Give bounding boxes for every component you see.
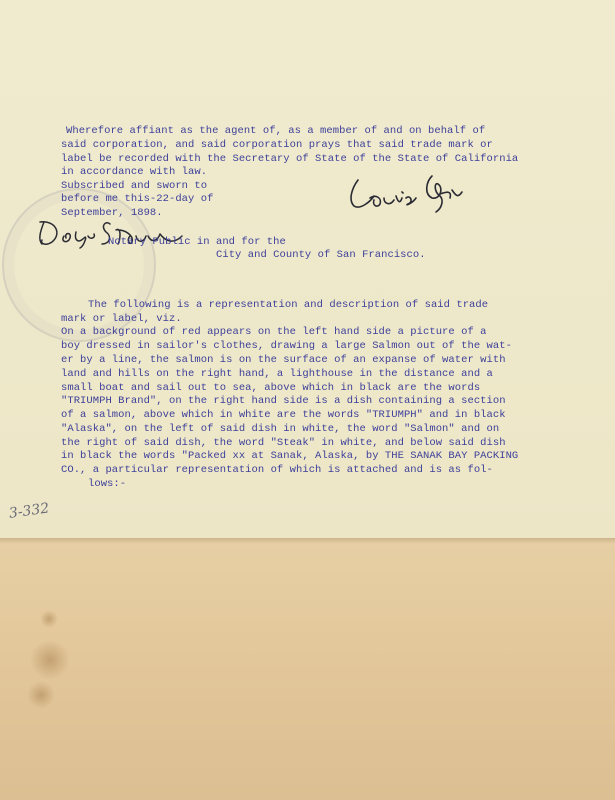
description-line-14: lows:-	[88, 478, 127, 490]
pencil-annotation: 3-332	[8, 500, 51, 522]
notary-signature-text: Doug Storey	[26, 214, 33, 215]
description-line-12: in black the words "Packed xx at Sanak, Alaska, by THE SANAK BAY PACKING	[61, 450, 519, 462]
description-line-6: land and hills on the right hand, a lighthouse in the distance and a	[61, 368, 493, 380]
description-line-5: er by a line, the salmon is on the surface of an expanse of water with	[61, 354, 506, 366]
affidavit-line-3: label be recorded with the Secretary of State of the State of California	[61, 153, 519, 165]
jurat-line-1: Subscribed and sworn to	[61, 180, 208, 192]
stain-3	[40, 610, 58, 628]
affidavit-line-2: said corporation, and said corporation prays that said trade mark or	[61, 139, 493, 151]
affidavit-line-1: Wherefore affiant as the agent of, as a member of and on behalf of	[66, 125, 486, 137]
description-line-10: "Alaska", on the left of said dish in white, the word "Salmon" and on	[61, 423, 500, 435]
description-line-7: small boat and sail out to sea, above which in black are the words	[61, 382, 481, 394]
affidavit-line-4: in accordance with law.	[61, 166, 208, 178]
description-line-11: the right of said dish, the word "Steak" in white, and below said dish	[61, 437, 506, 449]
affiant-signature-text: Louis Getz	[340, 168, 347, 169]
description-line-9: of a salmon, above which in white are the words "TRIUMPH" and in black	[61, 409, 506, 421]
description-line-4: boy dressed in sailor's clothes, drawing a large Salmon out of the wat-	[61, 340, 512, 352]
tape-strip	[0, 538, 615, 800]
stain-1	[30, 640, 70, 680]
notary-line-1: Notary Public in and for the	[108, 236, 286, 248]
jurat-line-3: September, 1898.	[61, 207, 163, 219]
description-line-1: The following is a representation and description of said trade	[88, 299, 489, 311]
description-line-3: On a background of red appears on the left hand side a picture of a	[61, 326, 487, 338]
description-line-13: CO., a particular representation of which is attached and is as fol-	[61, 464, 493, 476]
tape-edge	[0, 538, 615, 544]
jurat-line-2: before me this-22-day of	[61, 193, 214, 205]
description-line-2: mark or label, viz.	[61, 313, 182, 325]
affiant-signature	[340, 168, 470, 218]
stain-2	[28, 680, 54, 710]
description-line-8: "TRIUMPH Brand", on the right hand side is a dish containing a section	[61, 395, 506, 407]
notary-line-2: City and County of San Francisco.	[216, 249, 426, 261]
